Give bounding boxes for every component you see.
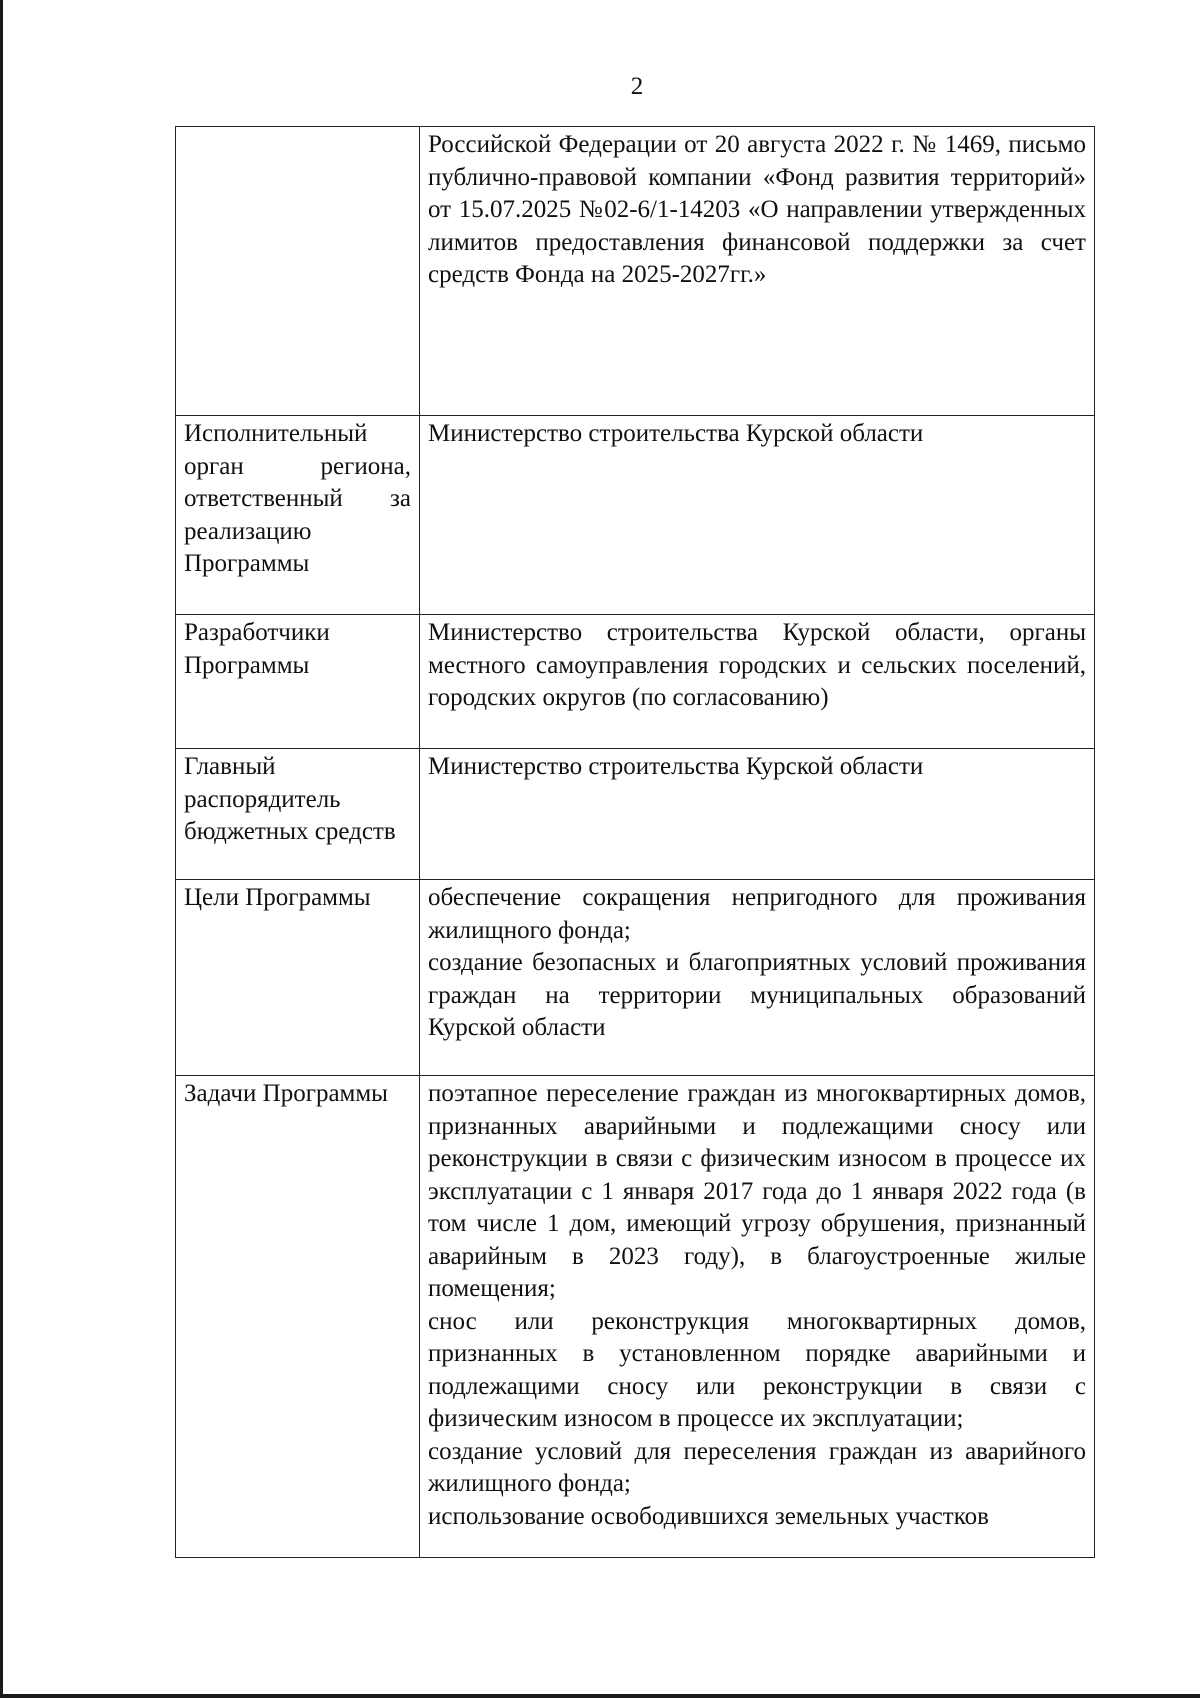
row-label-text: Разработчики Программы (184, 619, 330, 679)
value-paragraph: поэтапное переселение граждан из многоквартирных домов, признанных аварийными и подлежащими сносу или реконструкции в связи с физическим износом в процессе их эксплуатации с 1 января 2017 года до 1 января 2022 года (в том числе 1 дом, имеющий угрозу обрушения, признанный аварийным в 2023 году), в благоустроенные жилые помещения; (428, 1080, 1086, 1302)
table-row (176, 749, 1095, 880)
row-label-text: Исполнительный орган региона, ответственный за реализацию Программы (184, 420, 411, 577)
value-paragraph: создание безопасных и благоприятных условий проживания граждан на территории муниципальных образований Курской области (428, 949, 1086, 1041)
program-passport-table (175, 126, 1095, 1558)
table-row (176, 615, 1095, 749)
value-paragraph: использование освободившихся земельных участков (428, 1502, 989, 1530)
row-label-text: Цели Программы (184, 884, 371, 911)
value-paragraph: снос или реконструкция многоквартирных домов, признанных в установленном порядке аварийными и подлежащими сносу или реконструкции в связи с физическим износом в процессе их эксплуатации; (428, 1307, 1086, 1432)
table-row (176, 1076, 1095, 1558)
row-label (176, 127, 420, 416)
value-paragraph: Российской Федерации от 20 августа 2022 г. № 1469, письмо публично-правовой компании «Фонд развития территорий» от 15.07.2025 №02-6/1-14203 «О направлении утвержденных лимитов предоставления финансовой поддержки за счет средств Фонда на 2025-2027гг.» (428, 131, 1086, 288)
row-label (176, 749, 420, 880)
row-label-text: Главный распорядитель бюджетных средств (184, 753, 396, 845)
row-value (420, 880, 1095, 1076)
row-value (420, 127, 1095, 416)
row-label (176, 880, 420, 1076)
value-paragraph: обеспечение сокращения непригодного для проживания жилищного фонда; (428, 884, 1086, 944)
row-label (176, 615, 420, 749)
row-value (420, 749, 1095, 880)
scan-edge-bottom (0, 1694, 1200, 1698)
table-row (176, 416, 1095, 615)
value-paragraph: создание условий для переселения граждан из аварийного жилищного фонда; (428, 1437, 1086, 1497)
value-paragraph: Министерство строительства Курской области (428, 753, 924, 780)
page-number: 2 (630, 73, 644, 100)
table-row (176, 880, 1095, 1076)
row-label (176, 1076, 420, 1558)
row-value (420, 416, 1095, 615)
value-paragraph: Министерство строительства Курской области, органы местного самоуправления городских и сельских поселений, городских округов (по согласованию) (428, 619, 1086, 711)
value-paragraph: Министерство строительства Курской области (428, 420, 924, 447)
table-row (176, 127, 1095, 416)
row-label (176, 416, 420, 615)
row-value (420, 615, 1095, 749)
row-value (420, 1076, 1095, 1558)
scan-edge-left (0, 0, 3, 1698)
row-label-text: Задачи Программы (184, 1080, 388, 1107)
